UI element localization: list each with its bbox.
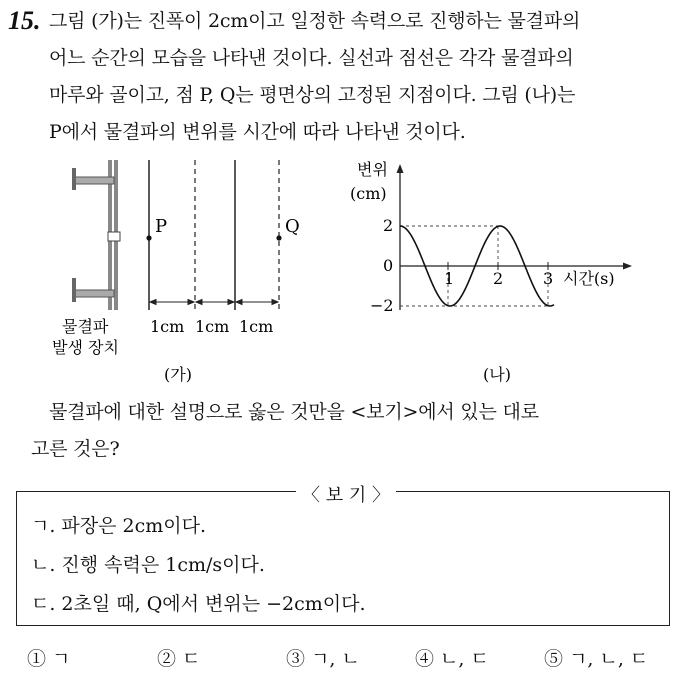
point-q-label: Q <box>285 216 300 237</box>
x-tick-1: 1 <box>444 269 455 288</box>
figure-ga <box>50 160 300 390</box>
generator-knob <box>108 232 120 241</box>
bogi-item-a: ㄱ. 파장은 2cm이다. <box>31 515 207 537</box>
point-q-dot <box>276 235 281 240</box>
prompt-line-2: 고른 것은? <box>31 438 120 460</box>
choice-4[interactable]: ④ ㄴ, ㄷ <box>415 648 489 670</box>
generator-arm-top <box>74 177 114 184</box>
spacing-label-2: 1cm <box>195 317 230 336</box>
bogi-item-b: ㄴ. 진행 속력은 1cm/s이다. <box>31 554 265 576</box>
spacing-label-3: 1cm <box>239 317 274 336</box>
caption-ga: (가) <box>164 365 192 384</box>
x-tick-3: 3 <box>543 269 554 288</box>
bogi-title: 〈 보 기 〉 <box>296 481 396 507</box>
y-axis-label: 변위 <box>357 160 388 179</box>
choice-5[interactable]: ⑤ ㄱ, ㄴ, ㄷ <box>544 648 649 670</box>
prompt-line-1: 물결파에 대한 설명으로 옳은 것만을 <보기>에서 있는 대로 <box>49 401 539 423</box>
y-tick-0: 0 <box>383 256 394 275</box>
y-axis-unit: (cm) <box>350 184 387 203</box>
y-axis-arrow <box>397 164 404 173</box>
x-axis-label: 시간(s) <box>563 269 615 288</box>
x-tick-2: 2 <box>493 269 504 288</box>
choice-1[interactable]: ① ㄱ <box>27 648 71 670</box>
choice-3[interactable]: ③ ㄱ, ㄴ <box>286 648 360 670</box>
caption-na: (나) <box>483 365 511 384</box>
question-line-4: P에서 물결파의 변위를 시간에 따라 나타낸 것이다. <box>49 121 466 143</box>
y-tick-minus2: −2 <box>370 296 394 315</box>
generator-stand-bottom <box>72 278 76 302</box>
device-label-1: 물결파 <box>62 317 109 336</box>
question-number: 15. <box>8 6 41 35</box>
figure-na <box>340 160 640 390</box>
point-p-dot <box>146 235 151 240</box>
generator-stand-top <box>72 168 76 190</box>
x-axis-arrow <box>623 263 632 270</box>
bogi-item-c: ㄷ. 2초일 때, Q에서 변위는 −2cm이다. <box>31 593 366 615</box>
device-label-2: 발생 장치 <box>52 338 119 357</box>
bogi-title-text: 보 기 <box>325 485 367 506</box>
spacing-label-1: 1cm <box>150 317 185 336</box>
generator-arm-bottom <box>74 290 114 297</box>
point-p-label: P <box>155 216 168 237</box>
spacing-arrows <box>150 300 278 305</box>
question-line-2: 어느 순간의 모습을 나타낸 것이다. 실선과 점선은 각각 물결파의 <box>49 47 574 69</box>
question-line-1: 그림 (가)는 진폭이 2cm이고 일정한 속력으로 진행하는 물결파의 <box>49 10 581 32</box>
choice-2[interactable]: ② ㄷ <box>157 648 201 670</box>
question-line-3: 마루와 골이고, 점 P, Q는 평면상의 고정된 지점이다. 그림 (나)는 <box>49 84 576 106</box>
y-tick-2: 2 <box>383 216 394 235</box>
